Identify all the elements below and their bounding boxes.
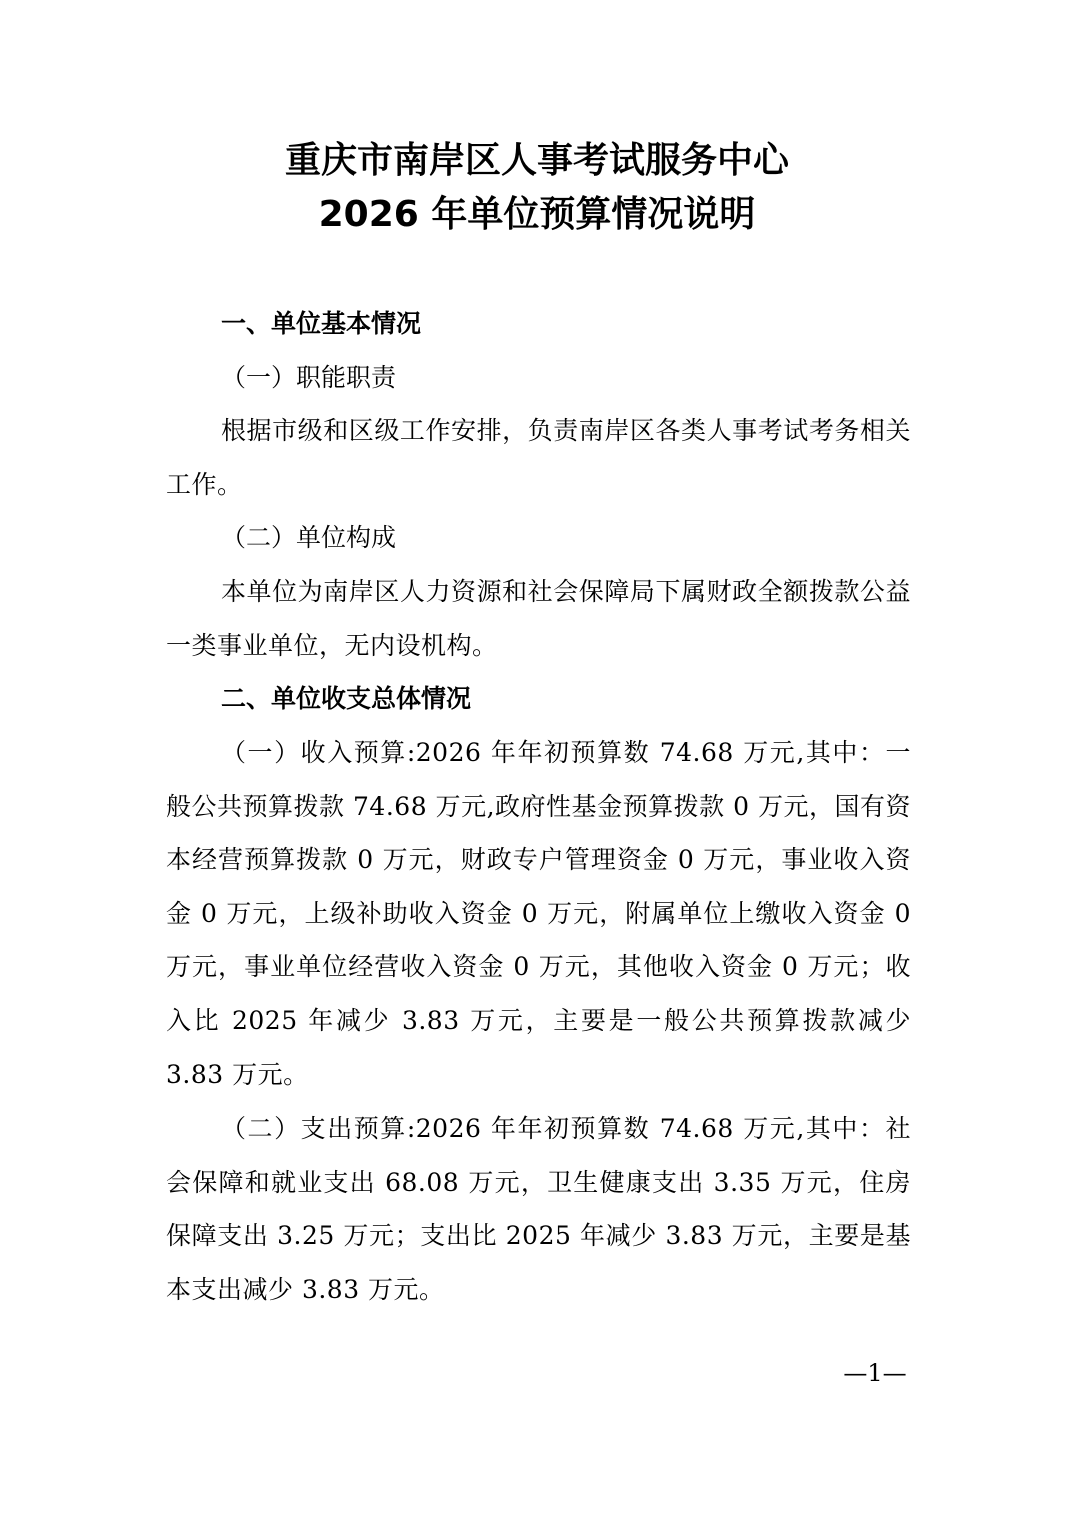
section2-income-paragraph	[166, 726, 911, 1101]
section2-expense-paragraph	[166, 1102, 911, 1316]
section2-income-lead: （一）收入预算:	[221, 738, 416, 767]
page-number: —1—	[843, 1359, 907, 1387]
section1-sub1-text: 根据市级和区级工作安排，负责南岸区各类人事考试考务相关工作。	[166, 416, 911, 499]
section1-sub1-heading: （一）职能职责	[221, 363, 397, 392]
document-title-line1: 重庆市南岸区人事考试服务中心	[284, 140, 789, 181]
section1-heading: 一、单位基本情况	[221, 309, 422, 338]
section2-expense-text: 2026 年年初预算数 74.68 万元,其中：社会保障和就业支出 68.08 万元，卫生健康支出 3.35 万元，住房保障支出 3.25 万元；支出比 2025 年减少 3.83 万元，主要是基本支出减少 3.83 万元。	[166, 1114, 911, 1304]
section2-expense-lead: （二）支出预算:	[221, 1114, 416, 1143]
section1-sub2-text: 本单位为南岸区人力资源和社会保障局下属财政全额拨款公益一类事业单位，无内设机构。	[166, 577, 911, 660]
section2-heading: 二、单位收支总体情况	[221, 684, 472, 713]
section2-income-text: 2026 年年初预算数 74.68 万元,其中：一般公共预算拨款 74.68 万元,政府性基金预算拨款 0 万元，国有资本经营预算拨款 0 万元，财政专户管理资金 0 万元，事业收入资金 0 万元，上级补助收入资金 0 万元，附属单位上缴收入资金 0 万元，事业单位经营收入资金 0 万元，其他收入资金 0 万元；收入比 2025 年减少 3.83 万元，主要是一般公共预算拨款减少 3.83 万元。	[166, 738, 911, 1089]
document-title-line2: 2026 年单位预算情况说明	[318, 194, 756, 235]
section1-sub2-heading: （二）单位构成	[221, 523, 397, 552]
